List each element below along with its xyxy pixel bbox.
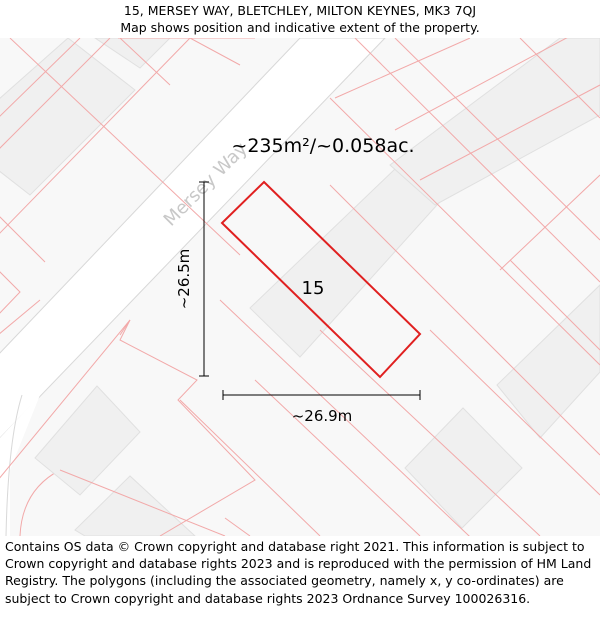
map-svg [0,38,600,536]
width-dimension-line [223,390,420,400]
plot-number-label: 15 [301,278,325,299]
building [497,285,600,438]
building [95,38,170,68]
building [390,38,600,205]
area-label: ~235m²/~0.058ac. [231,135,415,157]
building [35,386,140,495]
attribution-text: Contains OS data © Crown copyright and database right 2021. This information is subject to Crown copyright and database rights 2023 and is reproduced with the permission of HM Land Registry. The polygons (including the associated geometry, namely x, y co-ordinates) are subject to Crown copyright and database rights 2023 Ordnance Survey 100026316. [5,539,592,606]
height-dimension-label: ~26.5m [175,248,193,310]
cul-de-sac-curve [20,470,60,536]
map-subtitle: Map shows position and indicative extent of the property. [120,20,480,35]
street-name-label: Mersey Way [159,138,252,231]
property-address: 15, MERSEY WAY, BLETCHLEY, MILTON KEYNES, MK3 7QJ [123,3,477,18]
width-dimension-label: ~26.9m [291,407,353,425]
building [75,476,195,536]
building [0,38,135,195]
map-canvas[interactable] [0,38,600,536]
map-header [0,0,600,38]
